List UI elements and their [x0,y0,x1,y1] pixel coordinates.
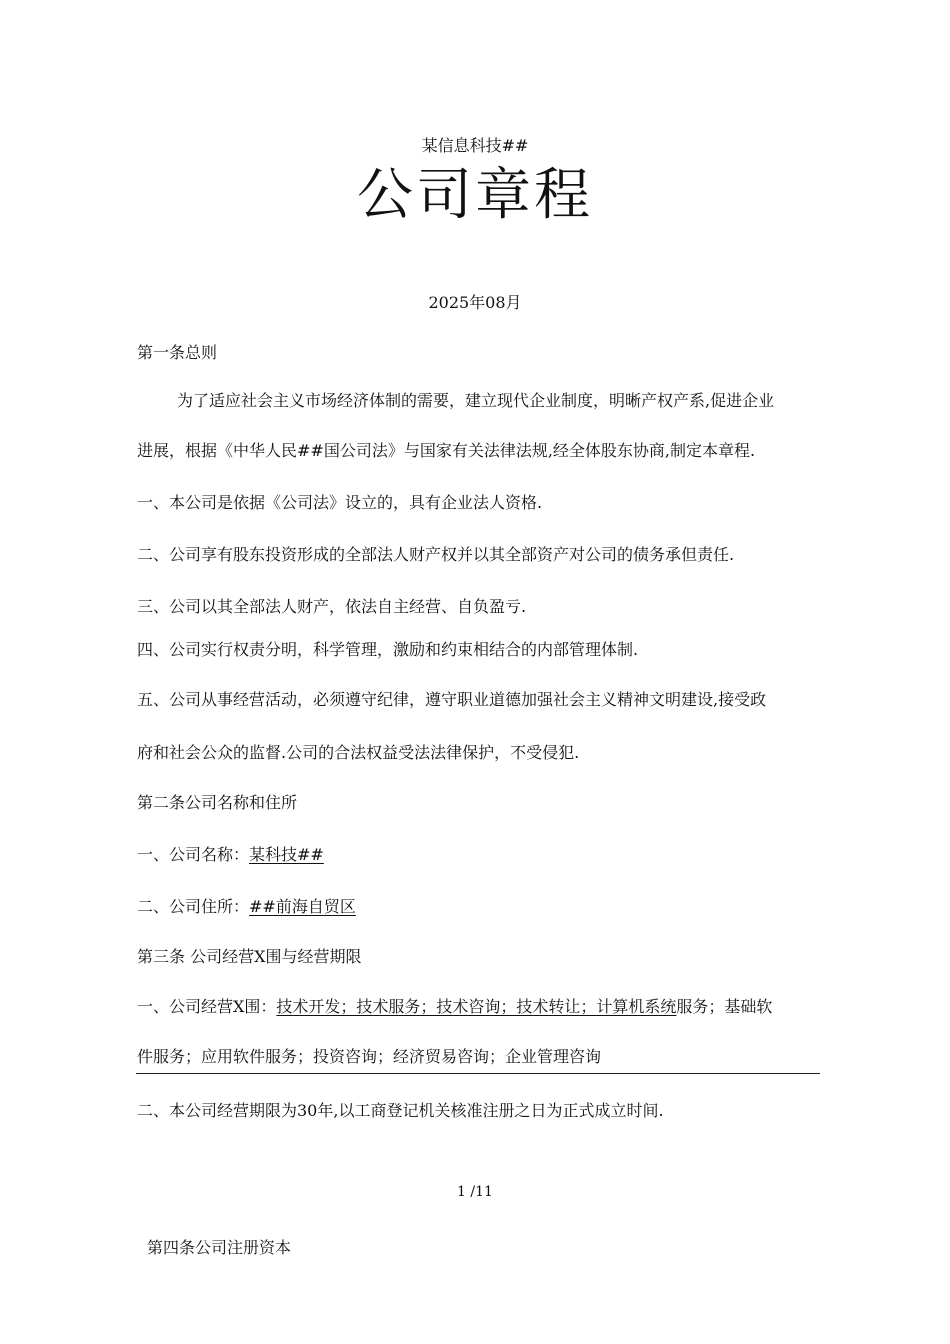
document-title: 公司章程 [357,163,593,228]
article-1-item-1: 一、本公司是依据《公司法》设立的，具有企业法人资格. [137,493,543,512]
article-3-heading: 第三条 公司经营X围与经营期限 [137,947,362,966]
company-name-label: 一、公司名称： [137,845,250,864]
business-scope-line-1 [137,997,772,1017]
article-1-paragraph-line-1: 为了适应社会主义市场经济体制的需要，建立现代企业制度，明晰产权产系,促进企业 [177,391,775,410]
company-address-row [137,897,356,917]
article-1-item-3: 三、公司以其全部法人财产，依法自主经营、自负盈亏. [137,597,527,616]
article-2-heading: 第二条公司名称和住所 [137,793,298,812]
scope-underline-rule [136,1073,820,1074]
company-address-label: 二、公司住所： [137,897,250,916]
article-1-item-5-line-1: 五、公司从事经营活动，必须遵守纪律，遵守职业道德加强社会主义精神文明建设,接受政 [137,690,767,709]
operating-term: 二、本公司经营期限为30年,以工商登记机关核准注册之日为正式成立时间. [137,1101,664,1120]
business-scope-underlined: 技术开发；技术服务；技术咨询；技术转让；计算机系统 [276,997,677,1016]
company-name-value: 某科技## [249,845,324,864]
company-address-value: ##前海自贸区 [249,897,356,916]
article-1-paragraph-line-2: 进展，根据《中华人民##国公司法》与国家有关法律法规,经全体股东协商,制定本章程. [137,441,756,460]
article-1-item-2: 二、公司享有股东投资形成的全部法人财产权并以其全部资产对公司的债务承但责任. [137,545,735,564]
company-name-row [137,845,324,865]
article-1-item-5-line-2: 府和社会公众的监督.公司的合法权益受法法律保护，不受侵犯. [137,743,580,762]
business-scope-label: 一、公司经营X围： [137,997,277,1016]
article-4-heading: 第四条公司注册资本 [147,1238,292,1257]
article-1-heading: 第一条总则 [137,343,218,362]
business-scope-line-2: 件服务；应用软件服务；投资咨询；经济贸易咨询；企业管理咨询 [137,1047,602,1066]
article-1-item-4: 四、公司实行权责分明，科学管理，激励和约束相结合的内部管理体制. [137,640,639,659]
page-number: 1 /11 [457,1184,493,1200]
company-name: 某信息科技## [421,136,529,155]
document-date: 2025年08月 [428,293,522,312]
business-scope-rest: 服务；基础软 [676,997,773,1016]
